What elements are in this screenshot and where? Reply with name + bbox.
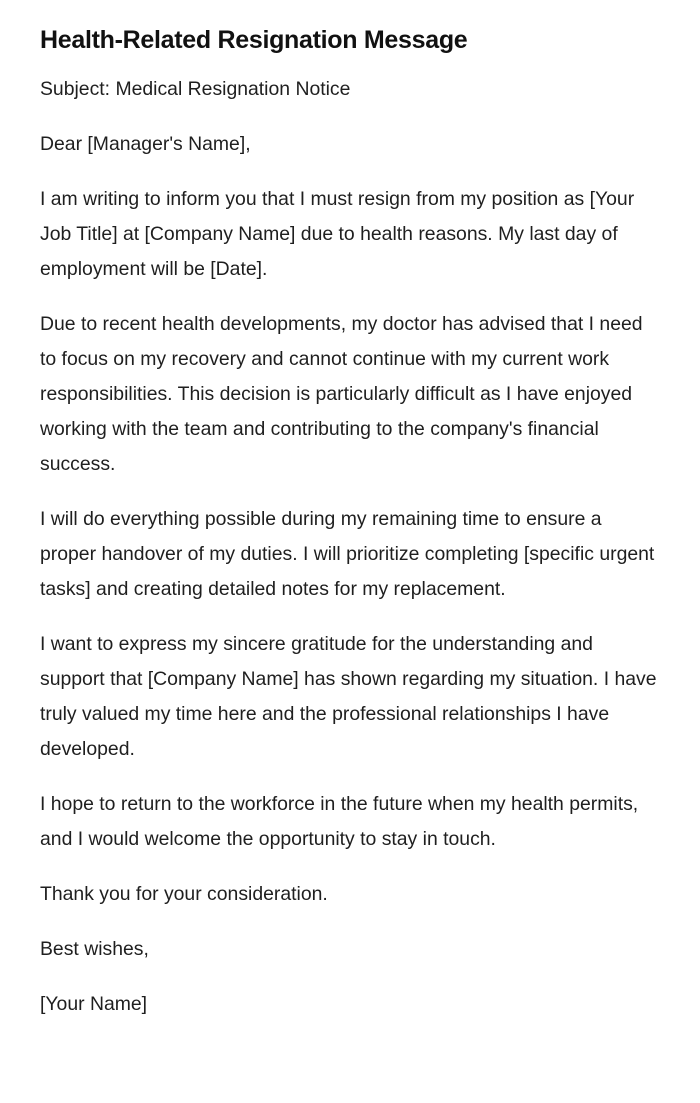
letter-paragraph: I am writing to inform you that I must resign from my position as [Your Job Title] at [Company Name] due to health reasons. My last day of employment will be [Date].	[40, 188, 635, 280]
letter-paragraph: I hope to return to the workforce in the future when my health permits, and I would welcome the opportunity to stay in touch.	[40, 793, 639, 850]
letter-title: Health-Related Resignation Message	[40, 26, 468, 54]
letter-salutation: Dear [Manager's Name],	[40, 133, 251, 155]
letter-paragraph: Due to recent health developments, my doctor has advised that I need to focus on my recovery and cannot continue with my current work responsibilities. This decision is particularly difficult as I have enjoyed working with the team and contributing to the company's financial success.	[40, 313, 643, 475]
letter-paragraph: Thank you for your consideration.	[40, 883, 328, 905]
letter-paragraph: I want to express my sincere gratitude for the understanding and support that [Company Name] has shown regarding my situation. I have truly valued my time here and the professional relationships I have developed.	[40, 633, 657, 760]
letter-signature: [Your Name]	[40, 993, 148, 1015]
letter-paragraph: I will do everything possible during my remaining time to ensure a proper handover of my duties. I will prioritize completing [specific urgent tasks] and creating detailed notes for my replacement.	[40, 508, 655, 600]
letter-closing: Best wishes,	[40, 938, 149, 960]
letter-subject: Subject: Medical Resignation Notice	[40, 78, 351, 100]
